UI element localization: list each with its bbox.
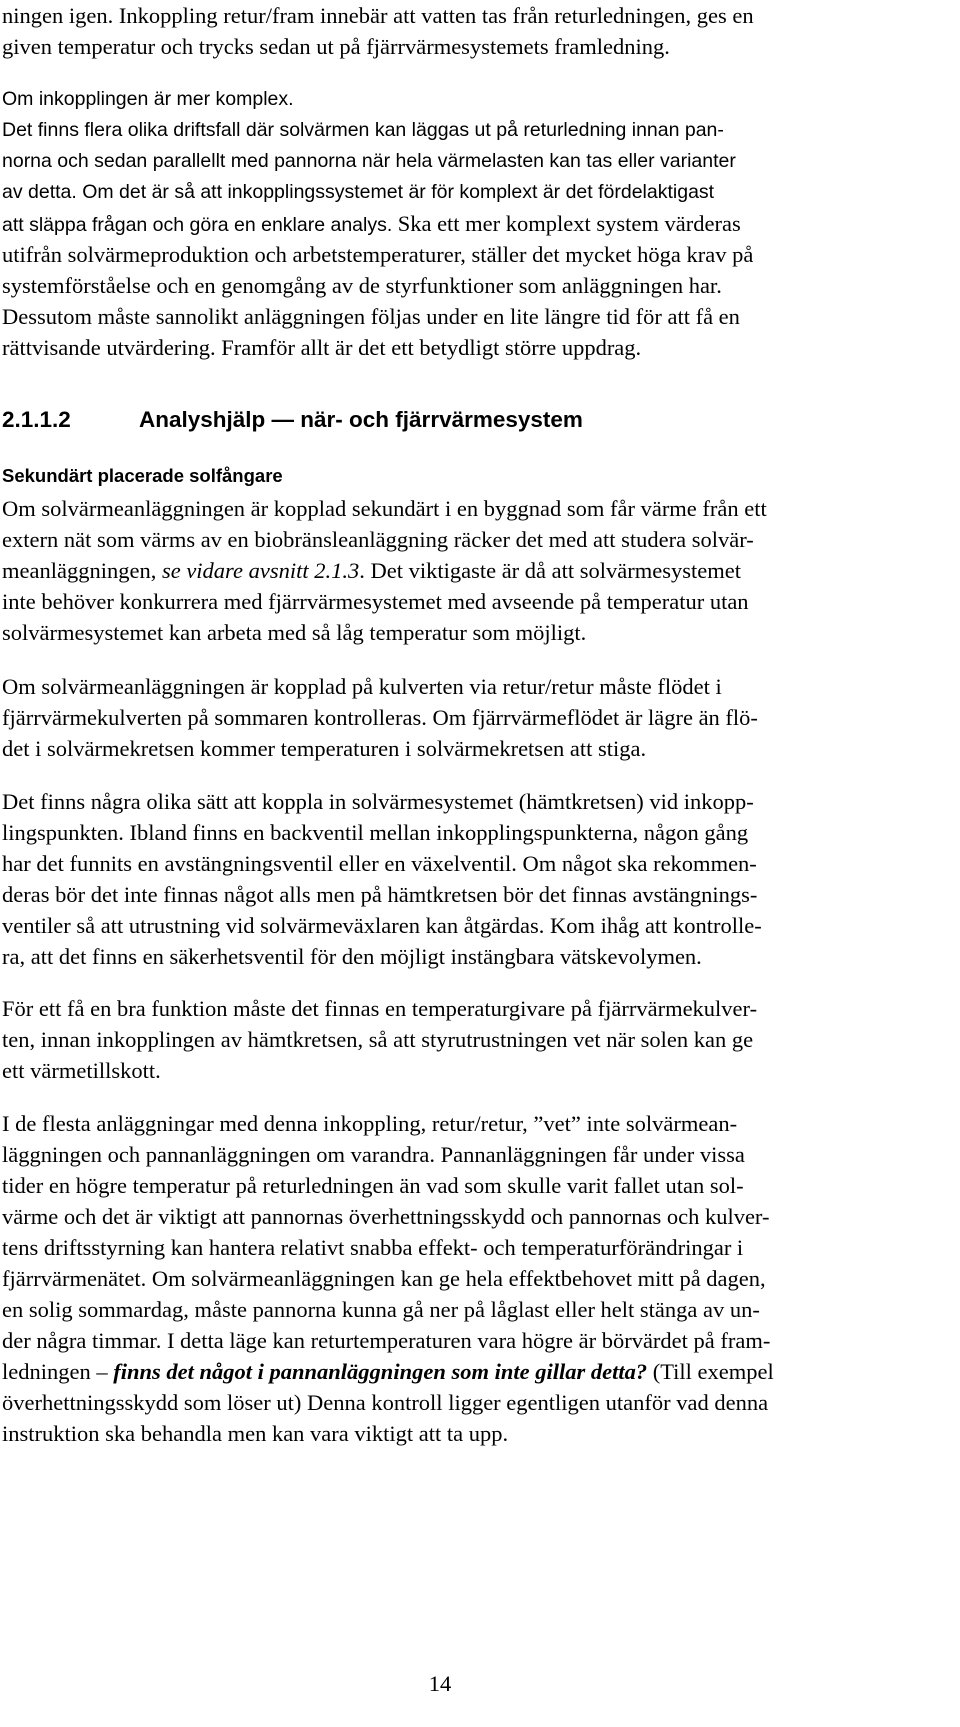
text-span: . Det viktigaste är då att solvärmesystemet [359,558,741,583]
text-line: instruktion ska behandla men kan vara viktigt att ta upp. [2,1421,509,1446]
text-line: extern nät som värms av en biobränsleanläggning räcker det med att studera solvär- [2,527,754,552]
text-line: ningen igen. Inkoppling retur/fram innebär att vatten tas från returledningen, ges en [2,3,754,28]
paragraph-2 [2,671,852,764]
text-line: tider en högre temperatur på returledningen än vad som skulle varit fallet utan sol- [2,1173,744,1198]
emphasized-question: finns det något i pannanläggningen som inte gillar detta? [113,1359,648,1384]
text-line: Det finns flera olika driftsfall där solvärmen kan läggas ut på returledning innan pan- [2,119,724,141]
text-line: fjärrvärmenätet. Om solvärmeanläggningen kan ge hela effektbehovet mitt på dagen, [2,1266,766,1291]
text-line: av detta. Om det är så att inkopplingssystemet är för komplext är det fördelaktigast [2,181,715,203]
text-line: utifrån solvärmeproduktion och arbetstemperaturer, ställer det mycket höga krav på [2,242,754,267]
text-line: deras bör det inte finnas något alls men på hämtkretsen bör det finnas avstängnings- [2,882,758,907]
text-line: fjärrvärmekulverten på sommaren kontrolleras. Om fjärrvärmeflödet är lägre än flö- [2,705,758,730]
complex-title: Om inkopplingen är mer komplex. [2,88,294,110]
text-line [2,208,852,239]
text-line: lingspunkten. Ibland finns en backventil mellan inkopplingspunkterna, någon gång [2,820,749,845]
section-title: Analyshjälp — när- och fjärrvärmesystem [139,407,583,432]
subheading: Sekundärt placerade solfångare [2,465,283,486]
text-line: systemförståelse och en genomgång av de styrfunktioner som anläggningen har. [2,273,722,298]
text-line: Om solvärmeanläggningen är kopplad på kulverten via retur/retur måste flödet i [2,674,722,699]
text-line: inte behöver konkurrera med fjärrvärmesystemet med avseende på temperatur utan [2,589,749,614]
section-heading [2,402,583,438]
ska-paragraph [2,239,852,363]
text-line: norna och sedan parallellt med pannorna när hela värmelasten kan tas eller varianter [2,150,736,172]
section-number: 2.1.1.2 [2,407,71,432]
paragraph-1 [2,493,852,648]
text-line: Om solvärmeanläggningen är kopplad sekundärt i en byggnad som får värme från ett [2,496,767,521]
text-line: läggningen och pannanläggningen om varandra. Pannanläggningen får under vissa [2,1142,745,1167]
text-span: ledningen – [2,1359,114,1384]
text-line: värme och det är viktigt att pannornas överhettningsskydd och pannornas och kulver- [2,1204,770,1229]
text-line: given temperatur och trycks sedan ut på fjärrvärmesystemets framledning. [2,34,670,59]
text-line: tens driftsstyrning kan hantera relativt snabba effekt- och temperaturförändringar i [2,1235,744,1260]
text-line: Dessutom måste sannolikt anläggningen följas under en lite längre tid för att få en [2,304,740,329]
text-span: Ska ett mer komplext system värderas [397,211,741,236]
text-line [2,555,852,586]
complex-paragraph [2,84,852,239]
page-number: 14 [428,1671,452,1696]
paragraph-5 [2,1108,852,1449]
text-line: ventiler så att utrustning vid solvärmeväxlaren kan åtgärdas. Kom ihåg att kontrolle- [2,913,762,938]
text-line: har det funnits en avstängningsventil eller en växelventil. Om något ska rekommen- [2,851,757,876]
text-line: solvärmesystemet kan arbeta med så låg temperatur som möjligt. [2,620,587,645]
text-line: överhettningsskydd som löser ut) Denna kontroll ligger egentligen utanför vad denna [2,1390,769,1415]
section-reference: se vidare avsnitt 2.1.3 [161,558,360,583]
text-line: rättvisande utvärdering. Framför allt är det ett betydligt större uppdrag. [2,335,642,360]
paragraph-4 [2,993,852,1086]
intro-paragraph [2,0,852,62]
text-line [2,1356,852,1387]
text-line: ra, att det finns en säkerhetsventil för den möjligt instängbara vätskevolymen. [2,944,702,969]
paragraph-3 [2,786,852,972]
text-line: der några timmar. I detta läge kan returtemperaturen vara högre är börvärdet på fram- [2,1328,771,1353]
text-line: en solig sommardag, måste pannorna kunna gå ner på låglast eller helt stänga av un- [2,1297,760,1322]
text-line: det i solvärmekretsen kommer temperaturen i solvärmekretsen att stiga. [2,736,647,761]
text-span: att släppa frågan och göra en enklare analys. [2,214,393,236]
text-line: ett värmetillskott. [2,1058,161,1083]
text-line: I de flesta anläggningar med denna inkoppling, retur/retur, ”vet” inte solvärmean- [2,1111,738,1136]
text-line: För ett få en bra funktion måste det finnas en temperaturgivare på fjärrvärmekulver- [2,996,758,1021]
text-span: (Till exempel [647,1359,774,1384]
text-line: ten, innan inkopplingen av hämtkretsen, så att styrutrustningen vet när solen kan ge [2,1027,754,1052]
text-span: meanläggningen, [2,558,162,583]
text-line: Det finns några olika sätt att koppla in solvärmesystemet (hämtkretsen) vid inkopp- [2,789,754,814]
